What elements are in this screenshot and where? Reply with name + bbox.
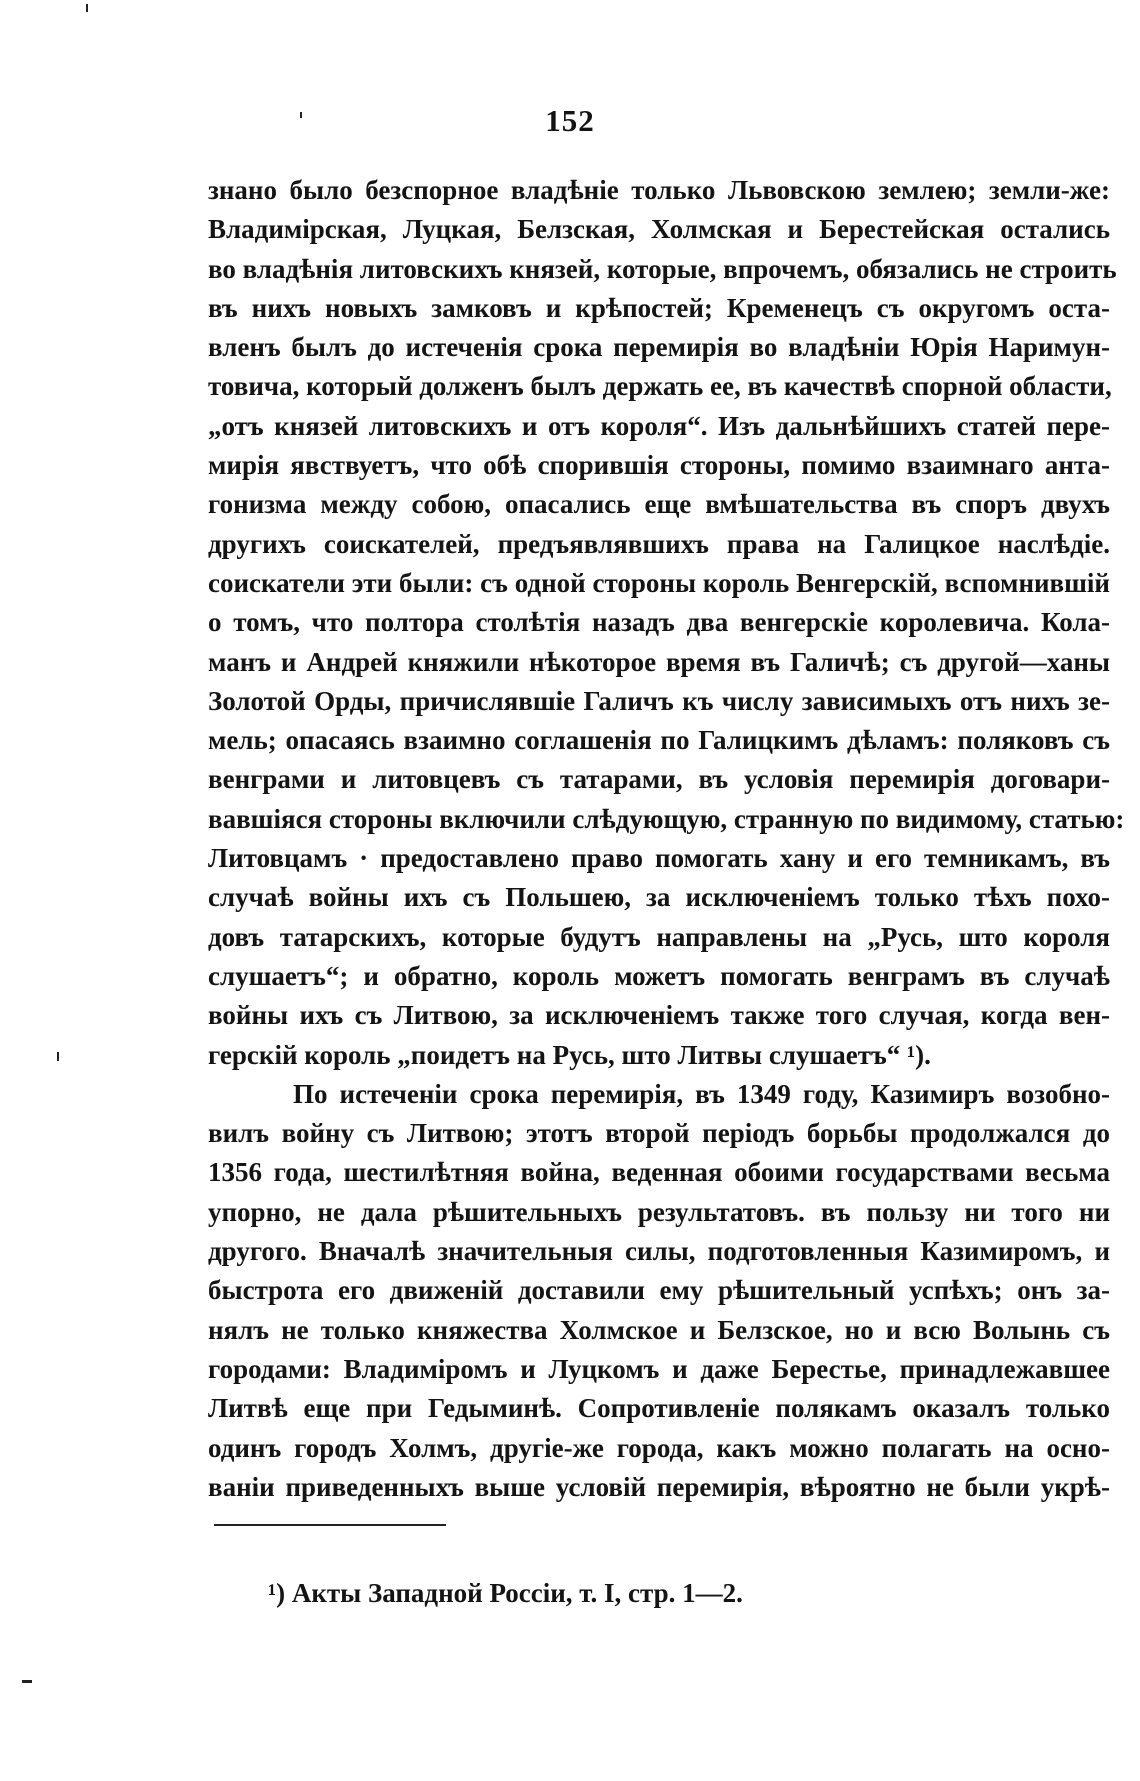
text-line: мирія явствуетъ, что обѣ спорившія стороны, помимо взаимнаго анта- [208,450,1110,481]
text-line: упорно, не дала рѣшительныхъ результатовъ. въ пользу ни того ни [208,1196,1110,1227]
text-line: войны ихъ съ Литвою, за исключеніемъ также того случая, когда вен- [208,1000,1110,1031]
text-line: По истеченіи срока перемирія, въ 1349 году, Казимиръ возобно- [293,1078,1110,1109]
text-line: Литовцамъ · предоставлено право помогать хану и его темникамъ, въ [208,843,1110,874]
text-line: Литвѣ еще при Гедыминѣ. Сопротивленіе полякамъ оказалъ только [208,1393,1110,1424]
text-line: мель; опасаясь взаимно соглашенія по Галицкимъ дѣламъ: поляковъ съ [208,725,1110,756]
text-line: венграми и литовцевъ съ татарами, въ условія перемирія договари- [208,764,1110,795]
text-line: другого. Вначалѣ значительныя силы, подготовленныя Казимиромъ, и [208,1236,1110,1267]
paragraph-1 [208,171,1125,1075]
text-line: товича, который долженъ былъ держать ее, въ качествѣ спорной области, [208,371,1112,402]
text-line: „отъ князей литовскихъ и отъ короля“. Изъ дальнѣйшихъ статей пере- [208,410,1110,441]
page-number: 152 [545,103,595,138]
text-line: быстрота его движеній доставили ему рѣшительный успѣхъ; онъ за- [208,1275,1110,1306]
text-line: вилъ войну съ Литвою; этотъ второй періодъ борьбы продолжался до [208,1118,1110,1149]
text-line: о томъ, что полтора столѣтія назадъ два венгерскіе королевича. Кола- [208,607,1110,638]
footnote-divider [214,1524,446,1526]
scan-speck [22,1680,32,1683]
text-line: знано было безспорное владѣніе только Львовскою землею; земли-же: [208,175,1110,205]
text-line: случаѣ войны ихъ съ Польшею, за исключеніемъ только тѣхъ похо- [208,882,1110,913]
text-line: ваніи приведенныхъ выше условій перемирія, вѣроятно не были укрѣ- [208,1471,1110,1502]
text-line: Владимірская, Луцкая, Белзская, Холмская и Берестейская остались [208,214,1110,245]
text-line: городами: Владиміромъ и Луцкомъ и даже Берестье, принадлежавшее [208,1353,1110,1384]
text-line: во владѣнія литовскихъ князей, которые, впрочемъ, обязались не строить [208,253,1117,284]
paragraph-2 [208,1075,1110,1507]
text-line: въ нихъ новыхъ замковъ и крѣпостей; Кременецъ съ округомъ оста- [208,292,1110,323]
text-line: слушаетъ“; и обратно, король можетъ помогать венграмъ въ случаѣ [208,960,1110,991]
text-line: другихъ соискателей, предъявлявшихъ права на Галицкое наслѣдіе. [208,528,1110,559]
text-line: 1356 года, шестилѣтняя война, веденная обоими государствами весьма [208,1157,1110,1188]
text-line: Золотой Орды, причислявшіе Галичъ къ числу зависимыхъ отъ нихъ зе- [208,685,1110,716]
scan-speck [57,1052,59,1061]
text-line: вавшіяся стороны включили слѣдующую, странную по видимому, статью: [208,803,1125,834]
body-text [208,171,1125,1507]
text-line: манъ и Андрей княжили нѣкоторое время въ Галичѣ; съ другой—ханы [208,646,1110,677]
text-line: довъ татарскихъ, которые будутъ направлены на „Русь, што короля [208,921,1110,952]
text-line: одинъ городъ Холмъ, другіе-же города, какъ можно полагать на осно- [208,1432,1110,1463]
text-line: вленъ былъ до истеченія срока перемирія во владѣніи Юрія Наримун- [208,332,1110,363]
text-line: нялъ не только княжества Холмское и Белзское, но и всю Волынь съ [208,1314,1110,1345]
text-line: гонизма между собою, опасались еще вмѣшательства въ споръ двухъ [208,489,1110,520]
scan-speck [300,112,302,118]
text-line: герскій король „поидетъ на Русь, што Литвы слушаетъ“ ¹). [208,1039,931,1070]
scan-speck [86,4,88,12]
footnote: ¹) Акты Западной Россіи, т. I, стр. 1—2. [268,1578,743,1608]
text-line: соискатели эти были: съ одной стороны король Венгерскій, вспомнившій [208,567,1110,598]
